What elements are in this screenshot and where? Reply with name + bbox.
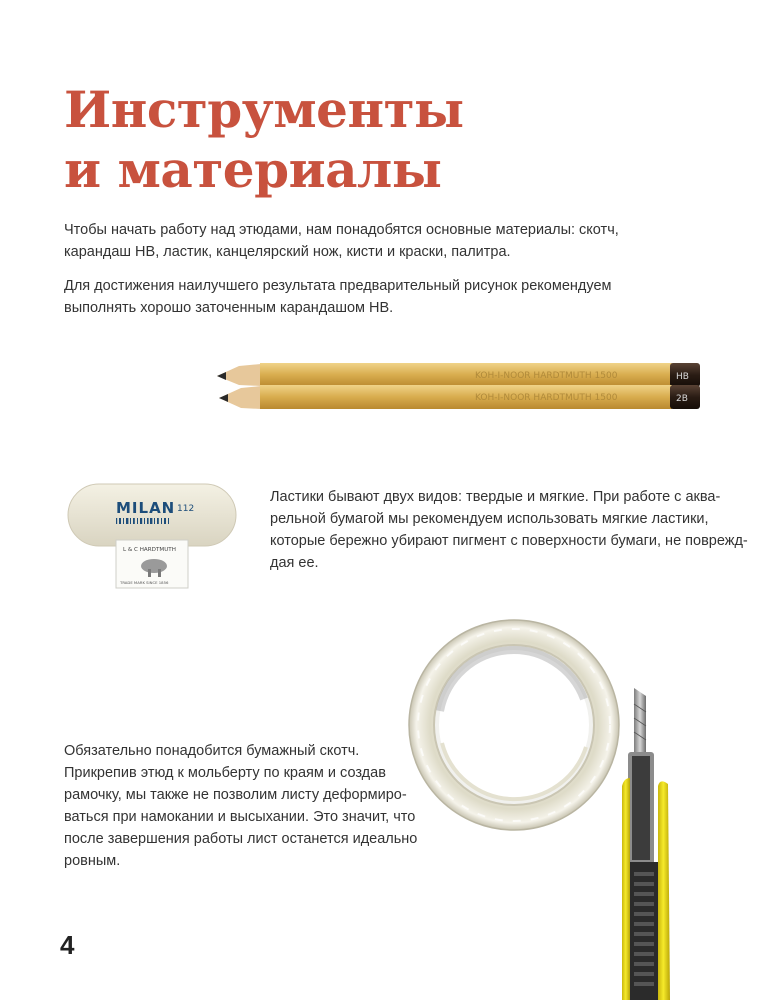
pencils-image xyxy=(215,355,707,415)
eraser-sleeve-line1: L & C HARDTMUTH xyxy=(123,547,176,553)
intro-paragraph-2 xyxy=(64,275,611,319)
tape-line-5: после завершения работы лист останется идеально xyxy=(64,831,418,847)
tape-line-2: Прикрепив этюд к мольберту по краям и создав xyxy=(64,765,386,781)
eraser-paragraph xyxy=(270,486,748,574)
eraser-image xyxy=(64,478,240,590)
page-number: 4 xyxy=(60,930,75,960)
eraser-line-1: Ластики бывают двух видов: твердые и мягкие. При работе с аква- xyxy=(270,489,721,505)
eraser-line-3: которые бережно убирают пигмент с поверхности бумаги, не поврежд- xyxy=(270,533,748,549)
pencil-bottom xyxy=(219,385,700,409)
intro-paragraph-1 xyxy=(64,219,619,263)
utility-knife-image xyxy=(608,686,680,1000)
eraser-sleeve-line2: TRADE MARK SINCE 1856 xyxy=(120,580,169,585)
tape-line-4: ваться при намокании и высыхании. Это значит, что xyxy=(64,809,416,825)
tape-paragraph xyxy=(64,740,417,872)
pencil-bottom-grade: 2B xyxy=(676,394,688,404)
intro-p1-line-1: Чтобы начать работу над этюдами, нам понадобятся основные материалы: скотч, xyxy=(64,222,619,238)
title-line-2: и материалы xyxy=(64,140,442,199)
intro-p2-line-2: выполнять хорошо заточенным карандашом НВ. xyxy=(64,300,394,316)
tape-roll-image xyxy=(404,615,624,835)
intro-p1-line-2: карандаш НВ, ластик, канцелярский нож, кисти и краски, палитра. xyxy=(64,244,511,260)
eraser-line-4: дая ее. xyxy=(270,555,319,571)
pencil-top xyxy=(217,363,700,387)
page-title xyxy=(64,80,464,200)
eraser-model: 112 xyxy=(177,504,195,514)
pencil-top-grade: HB xyxy=(676,372,689,382)
tape-line-1: Обязательно понадобится бумажный скотч. xyxy=(64,743,360,759)
tape-line-3: рамочку, мы также не позволим листу деформиро- xyxy=(64,787,407,803)
pencil-bottom-imprint: KOH-I-NOOR HARDTMUTH 1500 xyxy=(475,393,618,403)
pencil-top-imprint: KOH-I-NOOR HARDTMUTH 1500 xyxy=(475,371,618,381)
eraser-brand: MILAN xyxy=(116,499,176,517)
title-line-1: Инструменты xyxy=(64,80,464,139)
eraser-line-2: рельной бумагой мы рекомендуем использовать мягкие ластики, xyxy=(270,511,709,527)
tape-line-6: ровным. xyxy=(64,853,121,869)
intro-p2-line-1: Для достижения наилучшего результата предварительный рисунок рекомендуем xyxy=(64,278,612,294)
